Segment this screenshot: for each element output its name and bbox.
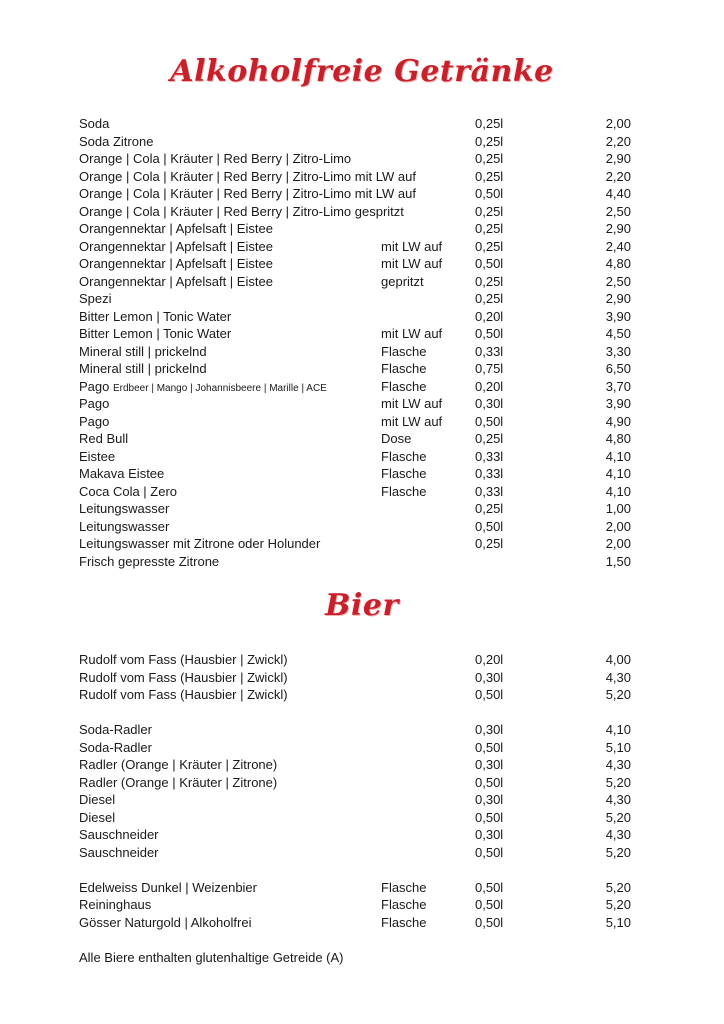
item-volume: 0,33l — [475, 466, 504, 481]
menu-item-row — [79, 273, 639, 291]
item-volume: 0,25l — [475, 273, 504, 289]
item-price: 5,20 — [605, 809, 631, 825]
item-name: Rudolf vom Fass (Hausbier | Zwickl) — [79, 687, 288, 702]
item-volume: 0,50l — [475, 186, 504, 201]
menu-item-row — [79, 535, 639, 553]
item-volume: 0,25l — [475, 536, 504, 551]
menu-item-row — [79, 378, 639, 396]
item-note: Flasche — [381, 483, 427, 499]
item-name-wrap — [79, 826, 159, 844]
item-note: Flasche — [381, 378, 427, 394]
item-name-wrap — [79, 500, 169, 518]
item-volume: 0,50l — [475, 413, 504, 429]
item-price: 4,80 — [605, 256, 631, 271]
item-volume: 0,25l — [475, 221, 504, 236]
item-volume: 0,25l — [475, 151, 504, 166]
item-price: 4,50 — [605, 326, 631, 341]
item-volume: 0,75l — [475, 361, 504, 376]
item-name: Orange | Cola | Kräuter | Red Berry | Zitro-Limo gespritzt — [79, 203, 404, 219]
item-name-wrap — [79, 483, 177, 501]
menu-item-row — [79, 483, 639, 501]
item-note: Flasche — [381, 466, 427, 481]
section-title-bier: Bier — [325, 588, 399, 623]
item-name-wrap — [79, 185, 416, 203]
item-volume: 0,50l — [475, 256, 504, 271]
item-price: 4,90 — [605, 413, 631, 429]
item-volume: 0,30l — [475, 827, 504, 842]
item-name: Soda — [79, 116, 110, 131]
item-name: Orangennektar | Apfelsaft | Eistee — [79, 256, 273, 271]
item-price: 3,70 — [605, 378, 631, 394]
menu-item-row — [79, 448, 639, 466]
item-name-wrap — [79, 739, 152, 757]
item-note: mit LW auf — [381, 238, 443, 254]
item-name: Spezi — [79, 291, 112, 306]
item-name: Leitungswasser — [79, 501, 170, 516]
item-name: Pago — [79, 396, 110, 411]
item-name: Reininghaus — [79, 897, 152, 912]
item-volume: 0,25l — [475, 431, 504, 446]
item-volume: 0,30l — [475, 792, 504, 807]
menu-item-row — [79, 133, 639, 151]
menu-item-row — [79, 220, 639, 238]
item-name: Pago — [79, 413, 110, 429]
item-name: Coca Cola | Zero — [79, 483, 178, 499]
item-name-wrap — [79, 168, 416, 186]
item-name-wrap — [79, 273, 273, 291]
item-name-wrap — [79, 430, 128, 448]
item-price: 3,30 — [605, 343, 631, 359]
item-price: 1,00 — [605, 501, 631, 516]
item-price: 5,10 — [605, 914, 631, 930]
item-volume: 0,25l — [475, 168, 504, 184]
item-name-wrap — [79, 343, 207, 361]
item-price: 4,30 — [605, 757, 631, 772]
item-name: Diesel — [79, 809, 116, 825]
item-name-wrap — [79, 553, 219, 571]
bier-list — [79, 651, 639, 931]
item-name: Orangennektar | Apfelsaft | Eistee — [79, 273, 273, 289]
item-name: Orangennektar | Apfelsaft | Eistee — [79, 221, 273, 236]
item-volume: 0,30l — [475, 396, 504, 411]
item-name-wrap — [79, 686, 288, 704]
item-name: Soda-Radler — [79, 739, 152, 755]
menu-item-row — [79, 721, 639, 739]
item-volume: 0,30l — [475, 722, 504, 737]
menu-item-row — [79, 360, 639, 378]
item-note: mit LW auf — [381, 413, 443, 429]
item-name: Mineral still | prickelnd — [79, 343, 207, 359]
item-price: 4,10 — [605, 466, 631, 481]
item-note: Flasche — [381, 343, 427, 359]
item-price: 2,00 — [605, 518, 631, 534]
menu-item-row — [79, 395, 639, 413]
item-price: 2,00 — [605, 116, 631, 131]
item-name-wrap — [79, 360, 207, 378]
item-volume: 0,25l — [475, 116, 504, 131]
item-name-wrap — [79, 669, 288, 687]
item-volume: 0,50l — [475, 809, 504, 825]
item-name: Gösser Naturgold | Alkoholfrei — [79, 914, 252, 930]
item-volume: 0,33l — [475, 448, 504, 464]
item-note: mit LW auf — [381, 256, 443, 271]
item-name-wrap — [79, 651, 288, 669]
item-price: 5,20 — [605, 897, 631, 912]
item-name-wrap — [79, 150, 351, 168]
item-name-wrap — [79, 308, 231, 326]
item-price: 4,30 — [605, 669, 631, 685]
menu-item-row — [79, 325, 639, 343]
item-name: Rudolf vom Fass (Hausbier | Zwickl) — [79, 652, 288, 667]
item-name-wrap — [79, 896, 151, 914]
item-volume: 0,50l — [475, 326, 504, 341]
alkoholfreie-getraenke-list — [79, 115, 639, 570]
menu-item-row — [79, 150, 639, 168]
item-price: 4,30 — [605, 792, 631, 807]
item-name-wrap — [79, 203, 404, 221]
item-price: 3,90 — [605, 308, 631, 324]
item-volume: 0,30l — [475, 757, 504, 772]
menu-item-row — [79, 896, 639, 914]
item-name-wrap — [79, 220, 273, 238]
item-name-wrap — [79, 518, 169, 536]
item-note: Flasche — [381, 879, 427, 895]
item-price: 5,20 — [605, 774, 631, 790]
item-name: Sauschneider — [79, 844, 159, 860]
item-note: Flasche — [381, 361, 427, 376]
menu-item-row — [79, 343, 639, 361]
item-price: 2,50 — [605, 273, 631, 289]
item-note: mit LW auf — [381, 326, 443, 341]
item-volume: 0,33l — [475, 483, 504, 499]
section-title-alkoholfreie-getraenke: Alkoholfreie Getränke — [170, 54, 554, 89]
item-volume: 0,50l — [475, 687, 504, 702]
item-name: Leitungswasser mit Zitrone oder Holunder — [79, 536, 321, 551]
item-name-wrap — [79, 914, 251, 932]
item-name: Bitter Lemon | Tonic Water — [79, 308, 232, 324]
item-price: 3,90 — [605, 396, 631, 411]
item-note: Flasche — [381, 914, 427, 930]
item-volume: 0,50l — [475, 518, 504, 534]
menu-item-row — [79, 203, 639, 221]
item-note: mit LW auf — [381, 396, 443, 411]
item-price: 4,10 — [605, 722, 631, 737]
item-name-wrap — [79, 774, 277, 792]
item-volume: 0,25l — [475, 133, 504, 149]
item-name-wrap — [79, 756, 277, 774]
item-price: 4,80 — [605, 431, 631, 446]
menu-item-row — [79, 500, 639, 518]
item-price: 2,40 — [605, 238, 631, 254]
item-volume: 0,50l — [475, 879, 504, 895]
item-name: Radler (Orange | Kräuter | Zitrone) — [79, 774, 278, 790]
item-name-wrap — [79, 115, 109, 133]
item-name: Makava Eistee — [79, 466, 165, 481]
menu-item-row — [79, 290, 639, 308]
item-name: Bitter Lemon | Tonic Water — [79, 326, 232, 341]
item-name: Soda-Radler — [79, 722, 152, 737]
item-price: 5,20 — [605, 879, 631, 895]
item-name: Orangennektar | Apfelsaft | Eistee — [79, 238, 273, 254]
item-name: Sauschneider — [79, 827, 159, 842]
item-price: 2,50 — [605, 203, 631, 219]
item-price: 2,00 — [605, 536, 631, 551]
item-price: 4,10 — [605, 448, 631, 464]
item-variants: Erdbeer | Mango | Johannisbeere | Marille | ACE — [113, 382, 327, 394]
menu-item-row — [79, 185, 639, 203]
menu-item-row — [79, 553, 639, 571]
item-name: Frisch gepresste Zitrone — [79, 553, 220, 569]
item-volume: 0,50l — [475, 897, 504, 912]
spacer — [79, 861, 639, 879]
item-name: Edelweiss Dunkel | Weizenbier — [79, 879, 257, 895]
menu-item-row — [79, 774, 639, 792]
item-name: Diesel — [79, 792, 116, 807]
menu-item-row — [79, 518, 639, 536]
spacer — [79, 704, 639, 722]
menu-item-row — [79, 686, 639, 704]
menu-item-row — [79, 413, 639, 431]
menu-item-row — [79, 879, 639, 897]
item-note: Flasche — [381, 448, 427, 464]
item-name: Eistee — [79, 448, 116, 464]
item-price: 5,10 — [605, 739, 631, 755]
item-price: 2,20 — [605, 168, 631, 184]
menu-item-row — [79, 756, 639, 774]
item-volume: 0,33l — [475, 343, 504, 359]
item-price: 4,00 — [605, 652, 631, 667]
item-price: 2,20 — [605, 133, 631, 149]
item-name-wrap — [79, 791, 115, 809]
menu-item-row — [79, 255, 639, 273]
item-note: Flasche — [381, 897, 427, 912]
item-name: Orange | Cola | Kräuter | Red Berry | Zitro-Limo mit LW auf — [79, 168, 416, 184]
item-price: 2,90 — [605, 291, 631, 306]
item-volume: 0,25l — [475, 238, 504, 254]
item-name-wrap — [79, 133, 153, 151]
menu-item-row — [79, 238, 639, 256]
item-name-wrap — [79, 721, 152, 739]
item-name-wrap — [79, 325, 231, 343]
item-name-wrap — [79, 448, 115, 466]
item-name: Orange | Cola | Kräuter | Red Berry | Zitro-Limo — [79, 151, 352, 166]
item-name: Leitungswasser — [79, 518, 170, 534]
item-name: Pago — [79, 378, 110, 394]
item-volume: 0,50l — [475, 914, 504, 930]
menu-item-row — [79, 914, 639, 932]
menu-item-row — [79, 308, 639, 326]
item-price: 4,10 — [605, 483, 631, 499]
menu-item-row — [79, 430, 639, 448]
item-volume: 0,50l — [475, 774, 504, 790]
menu-item-row — [79, 791, 639, 809]
item-volume: 0,20l — [475, 378, 504, 394]
item-note: gepritzt — [381, 273, 424, 289]
menu-item-row — [79, 739, 639, 757]
item-name: Soda Zitrone — [79, 133, 154, 149]
item-price: 4,40 — [605, 186, 631, 201]
item-volume: 0,50l — [475, 844, 504, 860]
item-name: Mineral still | prickelnd — [79, 361, 207, 376]
item-note: Dose — [381, 431, 412, 446]
menu-item-row — [79, 669, 639, 687]
item-price: 6,50 — [605, 361, 631, 376]
item-name: Orange | Cola | Kräuter | Red Berry | Zitro-Limo mit LW auf — [79, 186, 416, 201]
item-name-wrap — [79, 844, 159, 862]
item-name: Red Bull — [79, 431, 129, 446]
item-price: 2,90 — [605, 151, 631, 166]
item-name-wrap — [79, 395, 109, 413]
item-name-wrap — [79, 290, 112, 308]
item-price: 1,50 — [605, 553, 631, 569]
menu-item-row — [79, 168, 639, 186]
item-name-wrap — [79, 465, 164, 483]
menu-item-row — [79, 826, 639, 844]
item-price: 2,90 — [605, 221, 631, 236]
item-price: 4,30 — [605, 827, 631, 842]
item-name: Rudolf vom Fass (Hausbier | Zwickl) — [79, 669, 288, 685]
item-name-wrap — [79, 879, 257, 897]
menu-item-row — [79, 651, 639, 669]
menu-item-row — [79, 465, 639, 483]
item-name: Radler (Orange | Kräuter | Zitrone) — [79, 757, 278, 772]
item-volume: 0,20l — [475, 308, 504, 324]
item-name-wrap — [79, 413, 109, 431]
menu-item-row — [79, 844, 639, 862]
allergen-footnote: Alle Biere enthalten glutenhaltige Getreide (A) — [79, 950, 344, 965]
menu-item-row — [79, 115, 639, 133]
item-volume: 0,30l — [475, 669, 504, 685]
menu-item-row — [79, 809, 639, 827]
item-name-wrap — [79, 809, 115, 827]
item-name-wrap — [79, 535, 320, 553]
item-price: 5,20 — [605, 687, 631, 702]
item-volume: 0,25l — [475, 501, 504, 516]
item-name-wrap — [79, 255, 273, 273]
item-volume: 0,25l — [475, 291, 504, 306]
item-volume: 0,25l — [475, 203, 504, 219]
item-volume: 0,20l — [475, 652, 504, 667]
item-price: 5,20 — [605, 844, 631, 860]
item-volume: 0,50l — [475, 739, 504, 755]
item-name-wrap — [79, 238, 273, 256]
